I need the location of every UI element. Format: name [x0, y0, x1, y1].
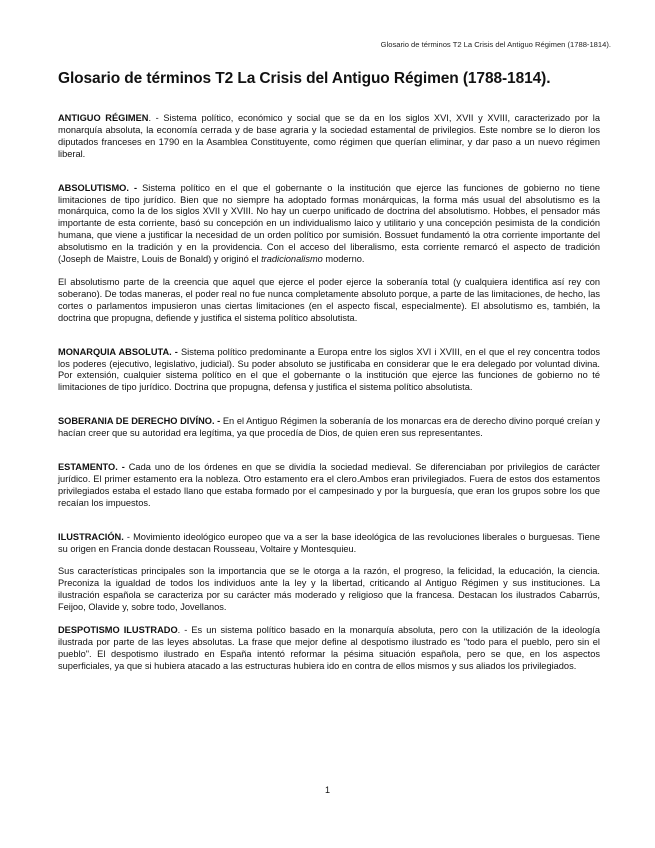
emphasis-tradicionalismo: tradicionalismo [261, 254, 323, 265]
entry-monarquia-absoluta [58, 347, 600, 395]
entry-separator: . - [148, 113, 164, 123]
entry-absolutismo [58, 183, 600, 266]
running-header: Glosario de términos T2 La Crisis del Antiguo Régimen (1788-1814). [380, 40, 611, 49]
page-number: 1 [324, 785, 330, 795]
term-monarquia-absoluta: MONARQUIA ABSOLUTA. - [58, 346, 178, 357]
glossary-content [58, 113, 600, 673]
entry-soberania-derecho-divino [58, 416, 600, 440]
entry-despotismo-ilustrado [58, 625, 600, 673]
definition-antiguo-regimen: Sistema político, económico y social que se da en los siglos XVI, XVII y XVIII, caracterizado por la monarquía absoluta, la economía cerrada y de base agraria y la sociedad estamental de privilegios. Este nombre se lo dieron los diputados franceses en 1790 en la Asamblea Constituyente, como régimen que querían eliminar, y dar paso a un nuevo régimen liberal. [58, 113, 601, 159]
term-despotismo-ilustrado: DESPOTISMO ILUSTRADO [58, 625, 178, 636]
document-title: Glosario de términos T2 La Crisis del Antiguo Régimen (1788-1814). [58, 70, 551, 87]
definition-absolutismo-part2: moderno. [322, 254, 365, 265]
definition-soberania-derecho-divino: En el Antiguo Régimen la soberanía de los monarcas era de derecho divino porqué creían y hacían creer que su autoridad era legítima, ya que procedía de Dios, de quien eren sus representantes. [58, 416, 600, 439]
entry-antiguo-regimen [58, 113, 600, 161]
entry-estamento [58, 462, 600, 510]
definition-absolutismo-part1: Sistema político en el que el gobernante o la institución que ejerce las funciones de gobierno no tiene limitaciones de tipo jurídico. Bien que no siempre ha adoptado formas monárquicas, la forma más usual del absolutismo es la monárquica, como la de los siglos XVII y XVIII. No hay un cuerpo unificado de doctrina del absolutismo. Hobbes, el pensador más importante de esta corriente, basó su concepción en un individualismo laico y utilitario y una concepción pesimista de la condición humana, que viene a justificar la necesidad de un orden político por sumisión. Bossuet fundamentó la otra corriente importante del absolutismo en la tradición y en la providencia. Con el acceso del liberalismo, esta corriente remarcó el aspecto de tradición (Joseph de Maistre, Louis de Bonald) y originó el [58, 182, 600, 265]
definition-despotismo-ilustrado: . - Es un sistema político basado en la monarquía absoluta, pero con la utilización de la ideología ilustrada por parte de las leyes absolutas. La frase que mejor define al despotismo ilustrado es "todo para el pueblo, pero sin el pueblo". El despotismo ilustrado en España intentó reformar la pésima situación española, pero se que, en los aspectos superficiales, ya que si hubiera atacado a las estructuras hubiera ido en contra de ellos mismos y sus aliados los privilegiados. [58, 625, 601, 671]
definition-ilustracion: - Movimiento ideológico europeo que va a ser la base ideológica de las revoluciones liberales o burguesas. Tiene su origen en Francia donde destacan Rousseau, Voltaire y Montesquieu. [58, 531, 600, 554]
term-ilustracion: ILUSTRACIÓN. [58, 531, 124, 542]
entry-absolutismo-paragraph-2: El absolutismo parte de la creencia que aquel que ejerce el poder ejerce la soberanía total (y cualquiera identifica así rey con soberano). De todas maneras, el poder real no fue nunca completamente absoluto porque, a parte de las limitaciones, de hecho, las cortes o parlamentos impusieron unas ciertas limitaciones (en el aspecto fiscal, especialmente). El absolutismo es, también, la doctrina que propugna, defiende y justifica el sistema político absolutista. [58, 276, 600, 323]
term-soberania-derecho-divino: SOBERANIA DE DERECHO DIVÍNO. - [58, 416, 221, 427]
definition-monarquia-absoluta: Sistema político predominante a Europa entre los siglos XVI i XVIII, en el que el rey concentra todos los poderes (ejecutivo, legislativo, judicial). Su poder absoluto se justificaba en considerar que le era delegado por voluntad divina. Por extensión, cualquier sistema político en el que el gobernante o la institución que ejerce las funciones de gobierno no té limitaciones de tipo jurídico. Doctrina que propugna, defensa y justifica el sistema político absolutista. [58, 346, 600, 393]
entry-ilustracion-paragraph-2: Sus características principales son la importancia que se le otorga a la razón, el progreso, la felicidad, la educación, la ciencia. Preconiza la igualdad de todos los individuos ante la ley y la libertad, criticando al Antiguo Régimen y sus instituciones. La ilustración española se caracteriza por su carácter más moderado y religioso que la francesa. Destacan los ilustrados Cabarrús, Feijoo, Olavide y, sobre todo, Jovellanos. [58, 566, 600, 613]
term-estamento: ESTAMENTO. - [58, 462, 125, 473]
entry-ilustracion [58, 532, 600, 556]
term-absolutismo: ABSOLUTISMO. - [58, 182, 138, 193]
definition-estamento: Cada uno de los órdenes en que se dividía la sociedad medieval. Se diferenciaban por privilegios de carácter jurídico. El primer estamento era la nobleza. Otro estamento era el clero.Ambos eran privilegiados. Fuera de estos dos estamentos privilegiados estaba el estado llano que estaba formado por el campesinado y por la burguesía, que eran los grupos sobre los que recaían los impuestos. [58, 462, 600, 508]
term-antiguo-regimen: ANTIGUO RÉGIMEN [58, 113, 149, 123]
